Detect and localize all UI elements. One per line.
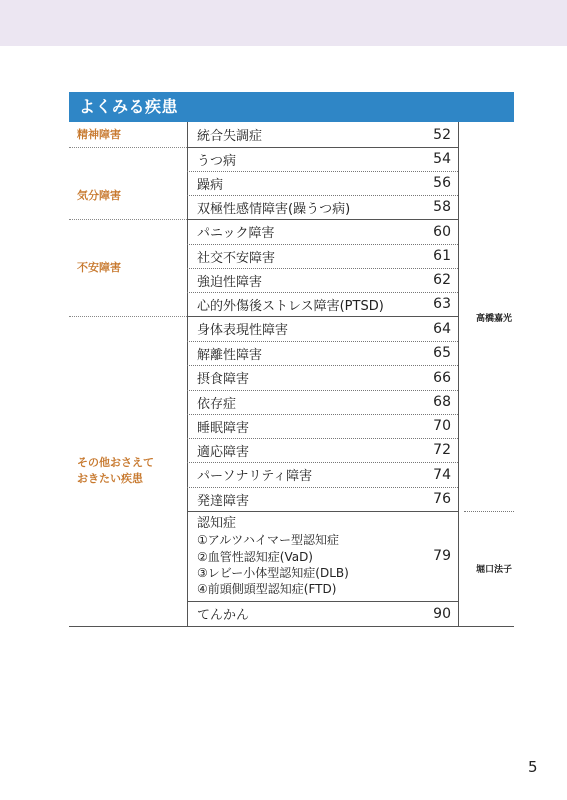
disease-name: 発達障害 bbox=[197, 493, 250, 509]
page-ref: 66 bbox=[433, 369, 451, 386]
category-seishin: 精神障害 bbox=[77, 127, 121, 141]
row-divider bbox=[187, 171, 458, 172]
author-horiguchi: 堀口法子 bbox=[475, 565, 512, 575]
disease-name: 心的外傷後ストレス障害(PTSD) bbox=[197, 298, 384, 314]
page-ref: 90 bbox=[433, 605, 451, 622]
disease-name: 依存症 bbox=[197, 396, 237, 412]
table-bottom-border bbox=[69, 626, 514, 627]
disease-name: 社交不安障害 bbox=[197, 250, 276, 266]
page-ref: 74 bbox=[433, 466, 451, 483]
disease-name: 認知症 bbox=[197, 515, 237, 531]
disease-name: てんかん bbox=[197, 608, 250, 623]
page-ref: 62 bbox=[433, 272, 451, 288]
page-ref: 64 bbox=[433, 320, 451, 337]
dementia-subtype: ④前頭側頭型認知症(FTD) bbox=[197, 581, 337, 596]
page-ref: 61 bbox=[433, 248, 451, 264]
category-sonota: その他おさえて おきたい疾患 bbox=[77, 456, 154, 485]
page-ref: 68 bbox=[433, 394, 451, 410]
dementia-subtype: ②血管性認知症(VaD) bbox=[197, 549, 313, 564]
disease-table bbox=[69, 122, 514, 626]
page-number: 5 bbox=[528, 758, 538, 776]
disease-name: 適応障害 bbox=[197, 444, 250, 460]
page-ref: 60 bbox=[433, 223, 451, 240]
disease-name: 摂食障害 bbox=[197, 372, 250, 387]
disease-name: 強迫性障害 bbox=[197, 274, 263, 290]
page-ref: 58 bbox=[433, 199, 451, 215]
name-column-border bbox=[187, 122, 188, 626]
disease-name: パニック障害 bbox=[197, 226, 275, 241]
category-kibun: 気分障害 bbox=[77, 188, 121, 202]
disease-name: 身体表現性障害 bbox=[197, 323, 289, 338]
author-divider bbox=[464, 511, 514, 512]
disease-name-dementia bbox=[197, 511, 349, 601]
page-ref: 76 bbox=[433, 491, 451, 507]
page-ref: 56 bbox=[433, 175, 451, 191]
page-ref: 70 bbox=[433, 418, 451, 434]
disease-name: 解離性障害 bbox=[197, 347, 263, 363]
disease-name: パーソナリティ障害 bbox=[197, 469, 313, 484]
disease-name: 双極性感情障害(躁うつ病) bbox=[197, 201, 351, 217]
page-column-border bbox=[458, 122, 459, 626]
dementia-subtype: ①アルツハイマー型認知症 bbox=[197, 533, 340, 548]
page-ref: 65 bbox=[433, 345, 451, 361]
page-ref: 79 bbox=[433, 548, 451, 564]
page-ref: 63 bbox=[433, 296, 451, 312]
page-ref: 54 bbox=[433, 151, 451, 167]
top-header-band bbox=[0, 0, 567, 46]
page-ref: 52 bbox=[433, 126, 451, 143]
disease-name: 躁病 bbox=[197, 177, 224, 193]
author-takahashi: 高橋嘉光 bbox=[475, 314, 512, 324]
page-ref: 72 bbox=[433, 442, 451, 458]
disease-name: 睡眠障害 bbox=[197, 420, 250, 436]
category-fuan: 不安障害 bbox=[77, 260, 121, 274]
disease-name: 統合失調症 bbox=[197, 129, 263, 144]
disease-name: うつ病 bbox=[197, 153, 237, 169]
dementia-subtype: ③レビー小体型認知症(DLB) bbox=[197, 565, 349, 580]
section-title: よくみる疾患 bbox=[69, 92, 514, 122]
